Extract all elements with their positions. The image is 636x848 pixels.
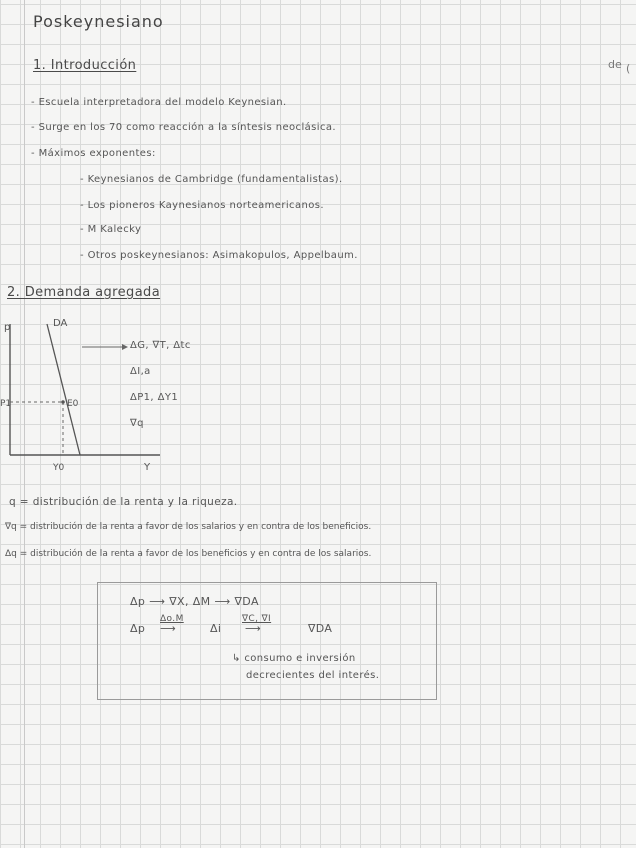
curve-label: DA bbox=[53, 318, 68, 329]
box-line-2-right: ∇DA bbox=[308, 622, 333, 635]
box-line-1: Δp ⟶ ∇X, ΔM ⟶ ∇DA bbox=[130, 595, 259, 608]
intro-item-3: - Máximos exponentes: bbox=[31, 148, 156, 159]
box-note-2: decrecientes del interés. bbox=[246, 670, 380, 681]
box-line-2-arrow-label: Δo.M bbox=[160, 614, 184, 624]
y-axis-label: p bbox=[4, 322, 11, 333]
exponent-item-1: - Keynesianos de Cambridge (fundamentalistas). bbox=[80, 174, 343, 185]
price-label: P1 bbox=[0, 399, 12, 409]
definition-nabla-q: ∇q = distribución de la renta a favor de los salarios y en contra de los beneficios. bbox=[5, 522, 372, 532]
arrow-note-3: ΔP1, ΔY1 bbox=[130, 392, 179, 403]
definition-q: q = distribución de la renta y la riqueza. bbox=[9, 496, 238, 508]
intro-item-2: - Surge en los 70 como reacción a la síntesis neoclásica. bbox=[31, 122, 336, 133]
box-line-2-arrow2-label: ∇C, ∇I bbox=[242, 614, 272, 624]
demand-curve bbox=[47, 324, 80, 455]
output-label: Y0 bbox=[53, 463, 65, 473]
exponent-item-3: - M Kalecky bbox=[80, 224, 142, 235]
box-line-2 bbox=[130, 614, 380, 640]
intro-item-1: - Escuela interpretadora del modelo Keynesian. bbox=[31, 97, 287, 108]
box-line-2-mid: Δi bbox=[210, 622, 222, 635]
exponent-item-4: - Otros poskeynesianos: Asimakopulos, Appelbaum. bbox=[80, 250, 358, 261]
box-line-2-arrow: ⟶ bbox=[160, 622, 177, 635]
section-heading-introduccion: 1. Introducción bbox=[33, 58, 137, 73]
box-line-2-arrow2: ⟶ bbox=[245, 622, 262, 635]
edge-note-1: de bbox=[608, 58, 622, 71]
aggregate-demand-graph bbox=[0, 312, 240, 477]
page-title: Poskeynesiano bbox=[33, 12, 164, 31]
exponent-item-2: - Los pioneros Kaynesianos norteamericanos. bbox=[80, 200, 324, 211]
definition-delta-q: Δq = distribución de la renta a favor de los beneficios y en contra de los salarios. bbox=[5, 549, 372, 559]
arrow-note-1: ΔG, ∇T, Δtc bbox=[130, 340, 191, 351]
equilibrium-point bbox=[61, 400, 65, 404]
x-axis-label: Y bbox=[144, 462, 151, 473]
box-line-2-left: Δp bbox=[130, 622, 146, 635]
section-heading-demanda-agregada: 2. Demanda agregada bbox=[7, 285, 161, 300]
shift-arrow-head bbox=[122, 344, 128, 350]
arrow-note-4: ∇q bbox=[130, 418, 144, 429]
equilibrium-label: E0 bbox=[67, 399, 79, 409]
box-note-1: ↳ consumo e inversión bbox=[232, 653, 356, 664]
arrow-note-2: ΔI,a bbox=[130, 366, 151, 377]
edge-note-2: ( bbox=[626, 62, 631, 75]
